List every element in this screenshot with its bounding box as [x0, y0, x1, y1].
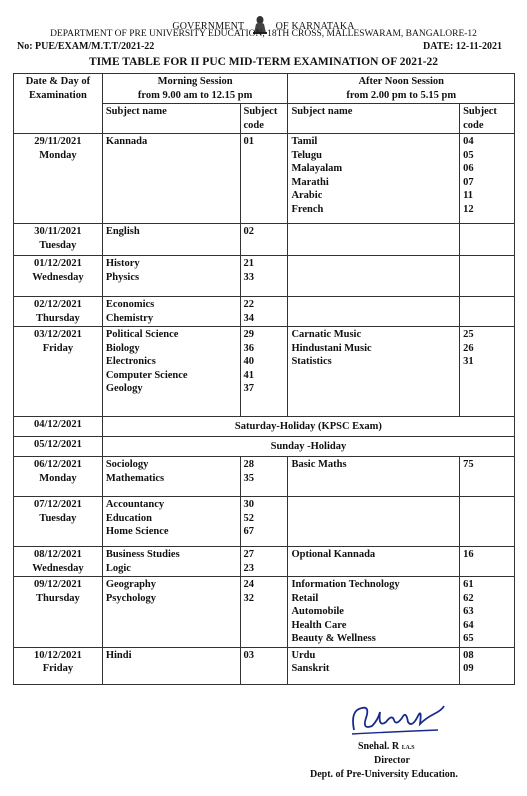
am-code-list: [240, 497, 288, 547]
pm-subject-code-header: Subject code: [460, 104, 515, 134]
pm-code-list: [460, 134, 515, 224]
signatory-designation: Director: [374, 755, 410, 766]
pm-subject-list: [288, 647, 460, 684]
subject-name: Malayalam: [291, 163, 343, 174]
subject-name: Tamil: [291, 136, 318, 147]
signatory-department: Dept. of Pre-University Education.: [310, 769, 458, 780]
subject-code: 64: [463, 619, 474, 631]
subject-code: 21: [243, 258, 254, 269]
subject-code: 40: [243, 356, 254, 367]
holiday-note: Sunday -Holiday: [102, 437, 514, 457]
pm-subject-list: [288, 547, 460, 577]
am-code-list: [240, 577, 288, 648]
subject-name: Arabic: [291, 190, 323, 201]
subject-code: 01: [243, 136, 254, 147]
subject-code: 37: [243, 383, 254, 394]
subject-code: 03: [243, 649, 254, 661]
signatory-name: Snehal. R I.A.S: [358, 741, 415, 752]
am-code-list: [240, 224, 288, 256]
subject-code: 41: [243, 369, 254, 381]
exam-date: 04/12/2021: [14, 417, 103, 437]
subject-name: Chemistry: [105, 312, 154, 324]
subject-code: 25: [463, 329, 474, 340]
subject-code: 04: [463, 136, 474, 147]
subject-name: Logic: [105, 562, 131, 574]
table-row: [14, 134, 515, 224]
pm-code-list: [460, 547, 515, 577]
pm-code-list: [460, 327, 515, 417]
subject-code: 35: [243, 472, 254, 484]
subject-code: 33: [243, 271, 254, 283]
pm-subject-name-header: Subject name: [288, 104, 460, 134]
exam-date: 01/12/2021 Wednesday: [14, 256, 103, 297]
gov-left-text: GOVERNMENT: [172, 21, 245, 32]
exam-date: 30/11/2021 Tuesday: [14, 224, 103, 256]
table-row: [14, 256, 515, 297]
subject-name: Hindustani Music: [291, 342, 372, 354]
subject-name: Geology: [105, 383, 143, 394]
am-subject-list: [102, 297, 240, 327]
exam-date: 10/12/2021 Friday: [14, 647, 103, 684]
exam-date: 03/12/2021 Friday: [14, 327, 103, 417]
pm-code-list: [460, 297, 515, 327]
subject-code: 61: [463, 579, 474, 590]
subject-name: Business Studies: [105, 549, 180, 560]
table-row: [14, 437, 515, 457]
subject-code: 08: [463, 649, 474, 661]
subject-name: Physics: [105, 271, 140, 283]
pm-subject-list: [288, 297, 460, 327]
subject-name: Computer Science: [105, 369, 188, 381]
subject-code: 06: [463, 163, 474, 174]
pm-subject-list: [288, 134, 460, 224]
subject-code: 29: [243, 329, 254, 340]
subject-name: Beauty & Wellness: [291, 633, 376, 644]
am-subject-list: [102, 134, 240, 224]
table-row: [14, 327, 515, 417]
subject-code: 32: [243, 592, 254, 604]
subject-code: 67: [243, 526, 254, 537]
subject-name: English: [105, 226, 140, 237]
subject-code: 07: [463, 176, 474, 188]
am-code-list: [240, 547, 288, 577]
table-row: [14, 547, 515, 577]
subject-name: Urdu: [291, 649, 316, 661]
exam-date: 07/12/2021 Tuesday: [14, 497, 103, 547]
table-row: [14, 417, 515, 437]
subject-code: 65: [463, 633, 474, 644]
table-row: [14, 224, 515, 256]
am-code-list: [240, 647, 288, 684]
subject-name: Accountancy: [105, 499, 165, 510]
subject-name: Kannada: [105, 136, 148, 147]
signature-icon: [348, 700, 448, 740]
subject-name: Information Technology: [291, 579, 400, 590]
subject-name: Health Care: [291, 619, 347, 631]
pm-subject-list: [288, 497, 460, 547]
subject-name: Hindi: [105, 649, 132, 661]
subject-code: 02: [243, 226, 254, 237]
exam-date: 06/12/2021 Monday: [14, 457, 103, 497]
subject-name: Carnatic Music: [291, 329, 362, 340]
subject-code: 22: [243, 299, 254, 310]
table-row: [14, 497, 515, 547]
subject-name: Education: [105, 512, 152, 524]
pm-subject-list: [288, 224, 460, 256]
pm-subject-list: [288, 327, 460, 417]
subject-code: 24: [243, 579, 254, 590]
subject-name: Economics: [105, 299, 155, 310]
subject-name: Automobile: [291, 606, 344, 617]
am-subject-list: [102, 547, 240, 577]
reference-number: No: PUE/EXAM/M.T.T/2021-22: [17, 41, 155, 52]
am-code-list: [240, 297, 288, 327]
subject-code: 34: [243, 312, 254, 324]
pm-code-list: [460, 256, 515, 297]
pm-code-list: [460, 647, 515, 684]
am-code-list: [240, 457, 288, 497]
subject-code: 36: [243, 342, 254, 354]
subject-code: 52: [243, 512, 254, 524]
pm-code-list: [460, 224, 515, 256]
pm-code-list: [460, 577, 515, 648]
page-title: TIME TABLE FOR II PUC MID-TERM EXAMINATION OF 2021-22: [88, 56, 439, 68]
subject-name: Telugu: [291, 149, 322, 161]
subject-code: 12: [463, 203, 474, 215]
subject-code: 11: [463, 190, 473, 201]
subject-code: 26: [463, 342, 474, 354]
department-address: DEPARTMENT OF PRE UNIVERSITY EDUCATION, 18TH CROSS, MALLESWARAM, BANGALORE-12: [50, 29, 477, 39]
exam-date: 09/12/2021 Thursday: [14, 577, 103, 648]
holiday-note: Saturday-Holiday (KPSC Exam): [102, 417, 514, 437]
subject-code: 27: [243, 549, 254, 560]
pm-subject-list: [288, 577, 460, 648]
subject-name: Psychology: [105, 592, 156, 604]
subject-code: 62: [463, 592, 474, 604]
subject-name: Electronics: [105, 356, 156, 367]
date-column-header: Date & Day of Examination: [14, 74, 103, 134]
am-code-list: [240, 256, 288, 297]
gov-right-text: OF KARNATAKA: [275, 21, 355, 32]
table-row: [14, 457, 515, 497]
subject-name: Marathi: [291, 176, 329, 188]
timetable: [13, 73, 515, 685]
pm-code-list: [460, 457, 515, 497]
subject-code: 16: [463, 549, 474, 560]
subject-code: 30: [243, 499, 254, 510]
subject-name: History: [105, 258, 140, 269]
pm-code-list: [460, 497, 515, 547]
table-row: [14, 647, 515, 684]
subject-code: 09: [463, 663, 474, 674]
am-code-list: [240, 134, 288, 224]
subject-name: Sanskrit: [291, 663, 330, 674]
pm-subject-list: [288, 256, 460, 297]
subject-name: Political Science: [105, 329, 179, 340]
afternoon-session-header: After Noon Session from 2.00 pm to 5.15 pm: [288, 74, 515, 104]
subject-code: 75: [463, 459, 474, 470]
am-subject-list: [102, 256, 240, 297]
subject-name: Mathematics: [105, 472, 165, 484]
subject-name: Sociology: [105, 459, 149, 470]
subject-code: 63: [463, 606, 474, 617]
subject-name: Optional Kannada: [291, 549, 376, 560]
subject-code: 31: [463, 356, 474, 367]
subject-name: Biology: [105, 342, 140, 354]
exam-date: 08/12/2021 Wednesday: [14, 547, 103, 577]
am-subject-list: [102, 577, 240, 648]
subject-name: French: [291, 203, 324, 215]
table-row: [14, 297, 515, 327]
subject-name: Statistics: [291, 356, 332, 367]
am-subject-code-header: Subject code: [240, 104, 288, 134]
subject-name: Retail: [291, 592, 319, 604]
exam-date: 29/11/2021 Monday: [14, 134, 103, 224]
subject-code: 05: [463, 149, 474, 161]
am-subject-list: [102, 497, 240, 547]
exam-date: 02/12/2021 Thursday: [14, 297, 103, 327]
subject-name: Basic Maths: [291, 459, 347, 470]
am-subject-list: [102, 457, 240, 497]
table-row: [14, 577, 515, 648]
subject-name: Home Science: [105, 526, 169, 537]
exam-date: 05/12/2021: [14, 437, 103, 457]
am-subject-list: [102, 224, 240, 256]
subject-code: 28: [243, 459, 254, 470]
am-code-list: [240, 327, 288, 417]
am-subject-list: [102, 327, 240, 417]
am-subject-name-header: Subject name: [102, 104, 240, 134]
am-subject-list: [102, 647, 240, 684]
subject-code: 23: [243, 562, 254, 574]
subject-name: Geography: [105, 579, 156, 590]
pm-subject-list: [288, 457, 460, 497]
issue-date: DATE: 12-11-2021: [423, 41, 502, 52]
morning-session-header: Morning Session from 9.00 am to 12.15 pm: [102, 74, 288, 104]
